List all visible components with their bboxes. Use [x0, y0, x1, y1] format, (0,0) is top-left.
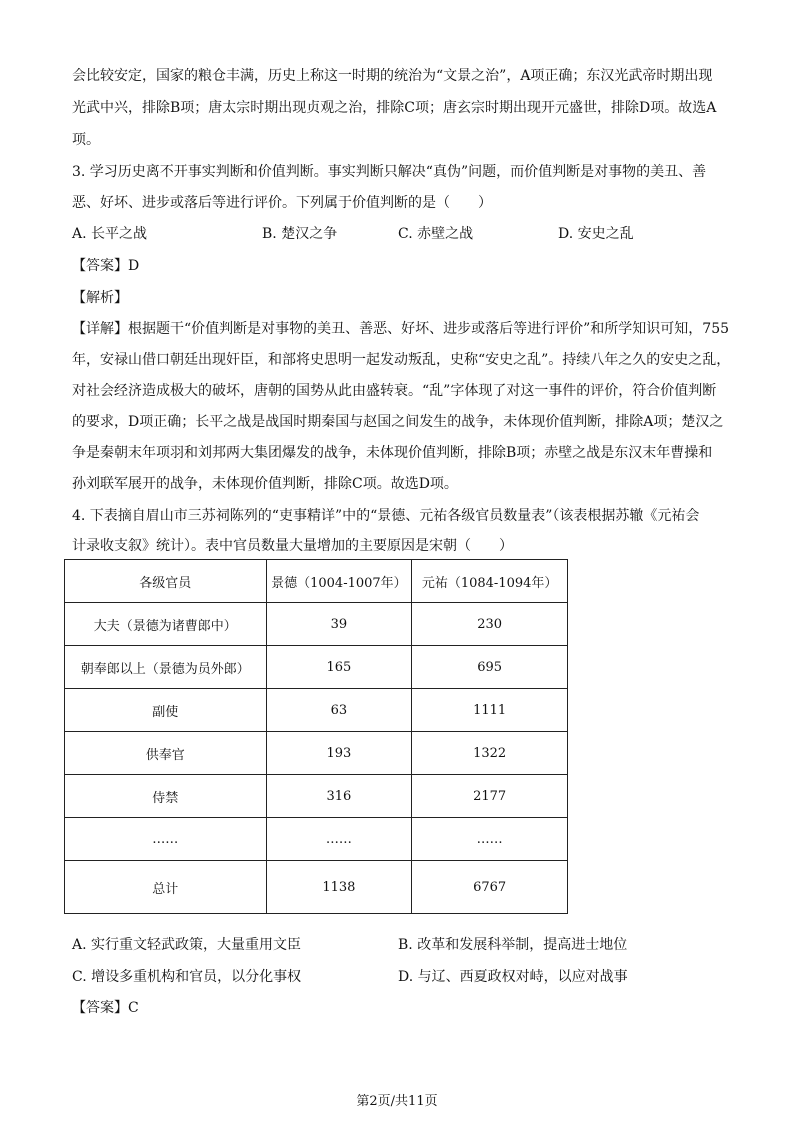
- detail-text: 对社会经济造成极大的破坏，唐朝的国势从此由盛转衰。“乱”字体现了对这一事件的评价，符合价值判断: [72, 383, 717, 399]
- table-cell: 6767: [412, 861, 568, 914]
- table-cell: 侍禁: [65, 775, 267, 818]
- q4-option-b: B. 改革和发展科举制，提高进士地位: [398, 937, 628, 953]
- table-cell: 2177: [412, 775, 568, 818]
- table-row: [65, 603, 568, 646]
- answer-label: 【答案】D: [72, 258, 140, 274]
- table-row: [65, 818, 568, 861]
- detail-text: 孙刘联军展开的战争，未体现价值判断，排除C项。故选D项。: [72, 476, 458, 492]
- table-header-cell: 元祐（1084-1094年）: [412, 560, 568, 603]
- table-row: [65, 775, 568, 818]
- table-row-total: [65, 861, 568, 914]
- table-cell: 165: [266, 646, 412, 689]
- table-cell: 695: [412, 646, 568, 689]
- table-cell: ……: [412, 818, 568, 861]
- table-cell: 1138: [266, 861, 412, 914]
- table-cell: 供奉官: [65, 732, 267, 775]
- q3-option-c: C. 赤壁之战: [398, 226, 474, 242]
- analysis-label: 【解析】: [72, 290, 128, 306]
- table-header-row: [65, 560, 568, 603]
- question-3-text: 3. 学习历史离不开事实判断和价值判断。事实判断只解决“真伪”问题，而价值判断是对事物的美丑、善: [72, 164, 707, 180]
- q4-option-d: D. 与辽、西夏政权对峙，以应对战事: [398, 969, 628, 985]
- detail-text: 争是秦朝末年项羽和刘邦两大集团爆发的战争，未体现价值判断，排除B项；赤壁之战是东汉末年曹操和: [72, 445, 713, 461]
- question-4-text: 计录收支叙》统计）。表中官员数量大量增加的主要原因是宋朝（ ）: [72, 538, 513, 554]
- q3-option-d: D. 安史之乱: [558, 226, 634, 242]
- officials-table: [64, 559, 568, 914]
- table-row: [65, 732, 568, 775]
- table-cell: 63: [266, 689, 412, 732]
- table-cell: 副使: [65, 689, 267, 732]
- answer-label: 【答案】C: [72, 1000, 139, 1016]
- table-cell: ……: [65, 818, 267, 861]
- table-row: [65, 646, 568, 689]
- detail-text: 的要求，D项正确；长平之战是战国时期秦国与赵国之间发生的战争，未体现价值判断，排除A项；楚汉之: [72, 414, 724, 430]
- q3-option-b: B. 楚汉之争: [262, 226, 338, 242]
- detail-text: 年，安禄山借口朝廷出现奸臣，和部将史思明一起发动叛乱，史称“安史之乱”。持续八年之久的安史之乱，: [72, 352, 731, 368]
- question-3-text: 恶、好坏、进步或落后等进行评价。下列属于价值判断的是（ ）: [72, 195, 492, 211]
- q3-option-a: A. 长平之战: [72, 226, 148, 242]
- text-line: 项。: [72, 132, 100, 148]
- text-line: 光武中兴，排除B项；唐太宗时期出现贞观之治，排除C项；唐玄宗时期出现开元盛世，排除D项。故选A: [72, 100, 717, 116]
- table-cell: 1111: [412, 689, 568, 732]
- table-cell: 朝奉郎以上（景德为员外郎）: [65, 646, 267, 689]
- table-row: [65, 689, 568, 732]
- table-header-cell: 各级官员: [65, 560, 267, 603]
- question-4-text: 4. 下表摘自眉山市三苏祠陈列的“吏事精详”中的“景德、元祐各级官员数量表”（该表根据苏辙《元祐会: [72, 508, 700, 524]
- q4-option-c: C. 增设多重机构和官员，以分化事权: [72, 969, 302, 985]
- table-cell: 193: [266, 732, 412, 775]
- table-header-cell: 景德（1004-1007年）: [266, 560, 412, 603]
- q4-option-a: A. 实行重文轻武政策，大量重用文臣: [72, 937, 302, 953]
- table-cell: ……: [266, 818, 412, 861]
- table-cell: 230: [412, 603, 568, 646]
- table-cell: 316: [266, 775, 412, 818]
- page-footer: 第2页/共11页: [356, 1094, 438, 1109]
- detail-text: 【详解】根据题干“价值判断是对事物的美丑、善恶、好坏、进步或落后等进行评价”和所学知识可知，755: [72, 321, 730, 337]
- table-cell: 1322: [412, 732, 568, 775]
- text-line: 会比较安定，国家的粮仓丰满，历史上称这一时期的统治为“文景之治”，A项正确；东汉光武帝时期出现: [72, 68, 713, 84]
- table-cell: 39: [266, 603, 412, 646]
- table-cell: 大夫（景德为诸曹郎中）: [65, 603, 267, 646]
- table-cell: 总计: [65, 861, 267, 914]
